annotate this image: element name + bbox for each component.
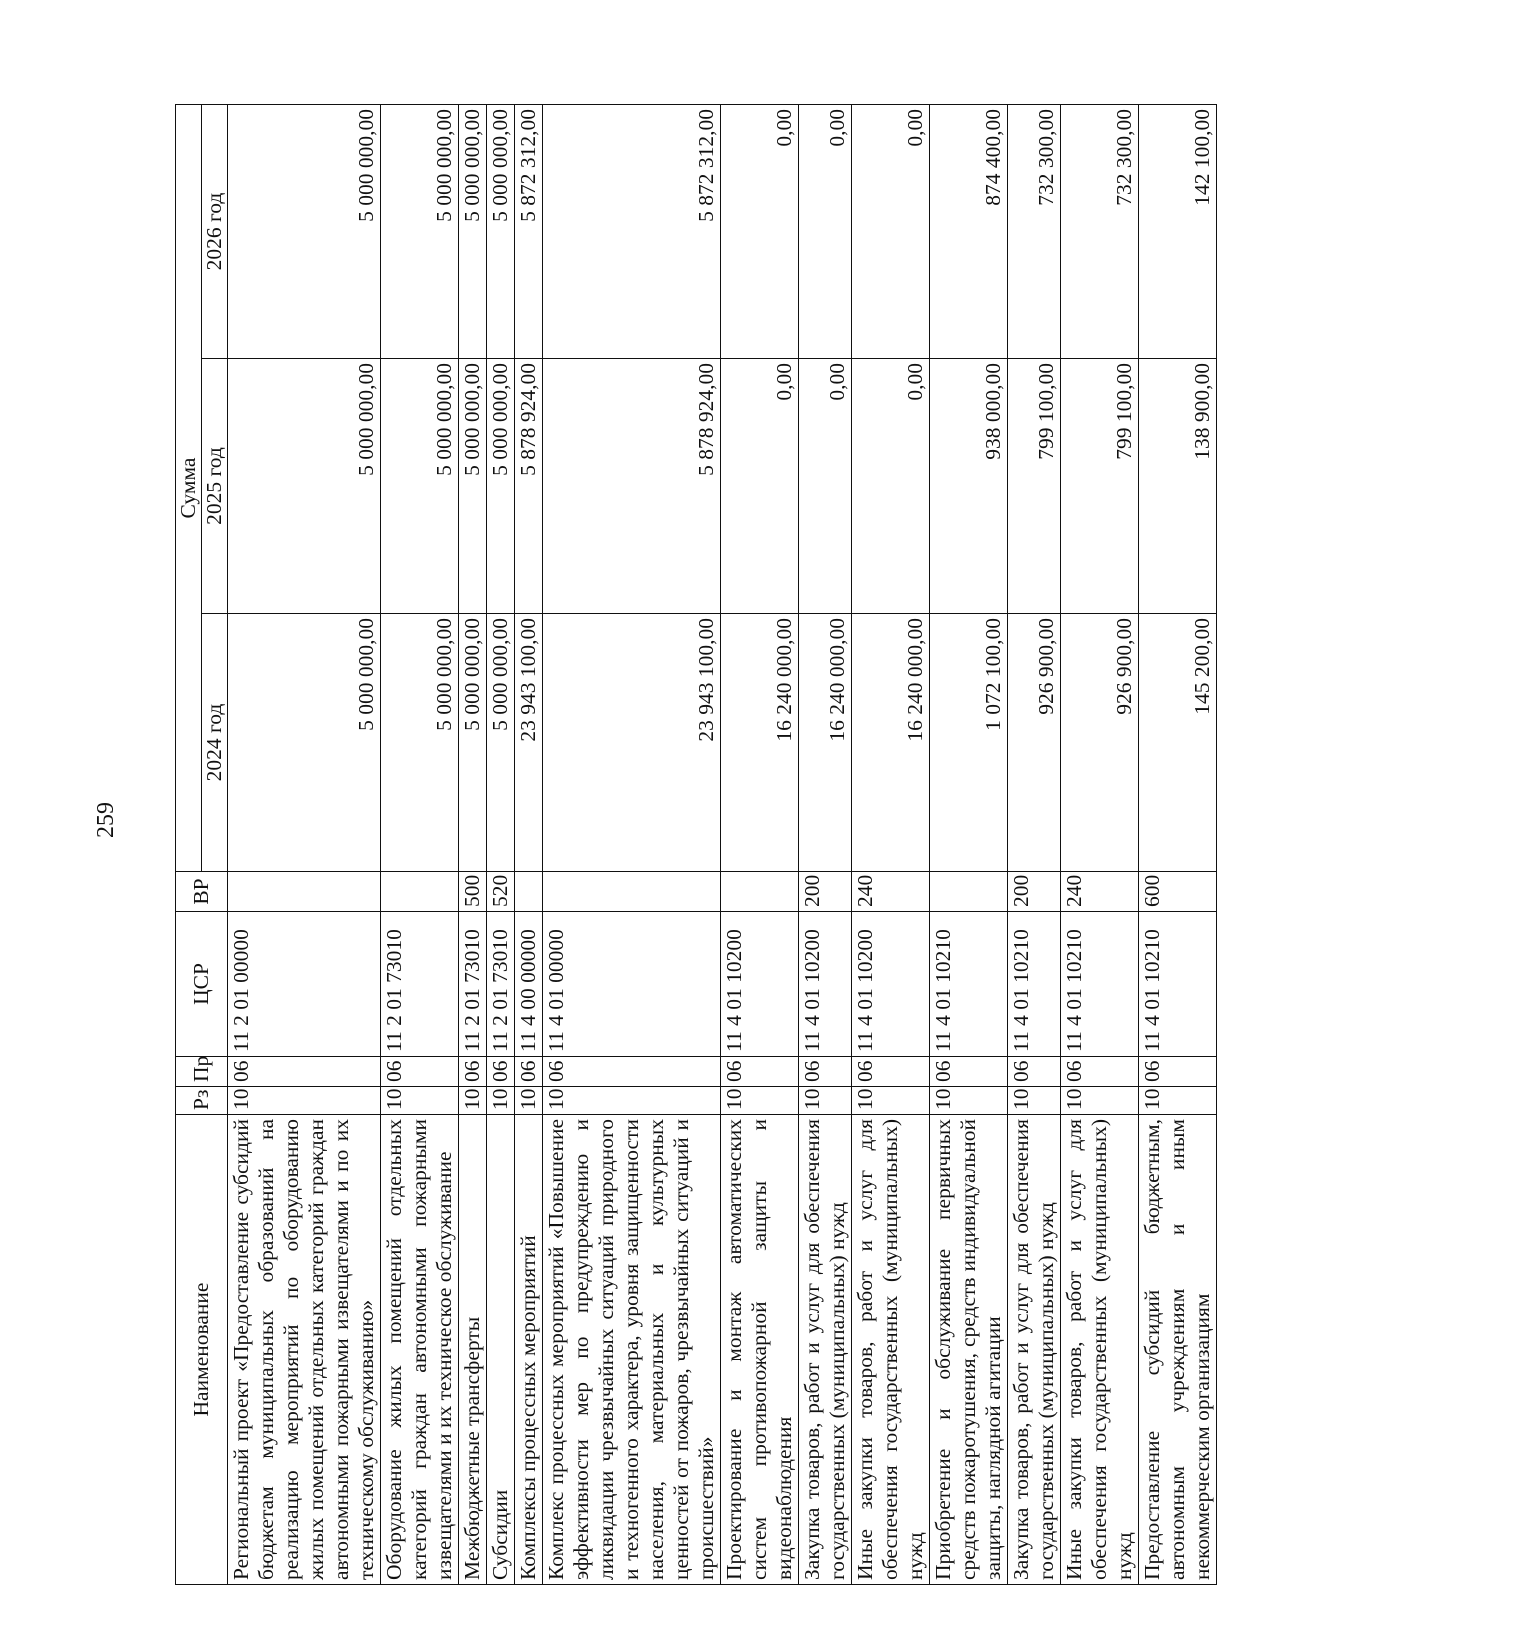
row-name: Проектирование и монтаж автоматических систем противопожарной защиты и видеонаблюдения [721, 1115, 799, 1585]
row-vr: 200 [1008, 872, 1061, 912]
row-rz: 10 [1061, 1087, 1139, 1115]
row-name: Иные закупки товаров, работ и услуг для обеспечения государственных (муниципальных) нужд [1061, 1115, 1139, 1585]
row-pr: 06 [487, 1057, 515, 1087]
row-pr: 06 [228, 1057, 381, 1087]
row-name: Закупка товаров, работ и услуг для обеспечения государственных (муниципальных) нужд [1008, 1115, 1061, 1585]
row-vr: 240 [1061, 872, 1139, 912]
row-2025: 799 100,00 [1061, 359, 1139, 614]
row-name: Оборудование жилых помещений отдельных категорий граждан автономными пожарными извещателями и их техническое обслуживание [381, 1115, 459, 1585]
row-rz: 10 [721, 1087, 799, 1115]
row-2026: 5 000 000,00 [381, 104, 459, 358]
row-csr: 11 2 01 73010 [487, 912, 515, 1057]
row-name: Приобретение и обслуживание первичных средств пожаротушения, средств индивидуальной защиты, наглядной агитации [930, 1115, 1008, 1585]
row-2024: 23 943 100,00 [543, 614, 721, 872]
row-2024: 16 240 000,00 [799, 614, 852, 872]
row-2024: 926 900,00 [1008, 614, 1061, 872]
row-2025: 0,00 [852, 359, 930, 614]
row-rz: 10 [459, 1087, 487, 1115]
row-vr [228, 872, 381, 912]
row-2026: 732 300,00 [1061, 104, 1139, 358]
row-name: Предоставление субсидий бюджетным, автономным учреждениям и иным некоммерческим организациям [1139, 1115, 1217, 1585]
table-row [930, 104, 1008, 1584]
row-2026: 5 000 000,00 [459, 104, 487, 358]
row-pr: 06 [515, 1057, 543, 1087]
row-name: Комплексы процессных мероприятий [515, 1115, 543, 1585]
row-rz: 10 [930, 1087, 1008, 1115]
row-pr: 06 [1061, 1057, 1139, 1087]
row-csr: 11 4 01 10200 [852, 912, 930, 1057]
row-vr: 520 [487, 872, 515, 912]
row-csr: 11 4 01 10210 [930, 912, 1008, 1057]
row-pr: 06 [930, 1057, 1008, 1087]
row-2025: 0,00 [721, 359, 799, 614]
header-2025: 2025 год [202, 359, 228, 614]
row-csr: 11 2 01 73010 [459, 912, 487, 1057]
row-2025: 799 100,00 [1008, 359, 1061, 614]
row-2024: 5 000 000,00 [459, 614, 487, 872]
row-pr: 06 [721, 1057, 799, 1087]
row-pr: 06 [1139, 1057, 1217, 1087]
row-2025: 5 000 000,00 [228, 359, 381, 614]
row-name: Межбюджетные трансферты [459, 1115, 487, 1585]
header-name: Наименование [176, 1115, 228, 1585]
table-row [381, 104, 459, 1584]
row-2026: 874 400,00 [930, 104, 1008, 358]
page-number: 259 [93, 802, 119, 838]
table-row [1008, 104, 1061, 1584]
row-2026: 5 872 312,00 [543, 104, 721, 358]
row-csr: 11 4 01 10200 [721, 912, 799, 1057]
header-2026: 2026 год [202, 104, 228, 358]
row-vr: 500 [459, 872, 487, 912]
row-name: Иные закупки товаров, работ и услуг для обеспечения государственных (муниципальных) нужд [852, 1115, 930, 1585]
header-sum: Сумма [176, 104, 202, 871]
table-row [1061, 104, 1139, 1584]
row-rz: 10 [1008, 1087, 1061, 1115]
row-2025: 938 000,00 [930, 359, 1008, 614]
row-2026: 5 000 000,00 [228, 104, 381, 358]
row-rz: 10 [515, 1087, 543, 1115]
table-row [799, 104, 852, 1584]
row-vr: 240 [852, 872, 930, 912]
row-csr: 11 4 00 00000 [515, 912, 543, 1057]
row-2025: 0,00 [799, 359, 852, 614]
row-2024: 1 072 100,00 [930, 614, 1008, 872]
row-vr: 200 [799, 872, 852, 912]
row-2025: 5 000 000,00 [487, 359, 515, 614]
row-2026: 0,00 [852, 104, 930, 358]
table-row [459, 104, 487, 1584]
row-2026: 0,00 [799, 104, 852, 358]
table-row [852, 104, 930, 1584]
row-vr: 600 [1139, 872, 1217, 912]
table-row [228, 104, 381, 1584]
row-vr [543, 872, 721, 912]
row-csr: 11 4 01 10210 [1061, 912, 1139, 1057]
row-name: Закупка товаров, работ и услуг для обеспечения государственных (муниципальных) нужд [799, 1115, 852, 1585]
row-pr: 06 [543, 1057, 721, 1087]
row-name: Комплекс процессных мероприятий «Повышение эффективности мер по предупреждению и ликвидации чрезвычайных ситуаций природного и техногенного характера, уровня защищенности населения, материальных и культурных ценностей от пожаров, чрезвычайных ситуаций и происшествий» [543, 1115, 721, 1585]
table-row [721, 104, 799, 1584]
table-row [515, 104, 543, 1584]
header-pr: Пр [176, 1057, 228, 1087]
table-row [1139, 104, 1217, 1584]
rotated-table-container [175, 105, 1515, 1585]
row-vr [515, 872, 543, 912]
row-csr: 11 2 01 73010 [381, 912, 459, 1057]
row-2024: 5 000 000,00 [487, 614, 515, 872]
row-2024: 5 000 000,00 [228, 614, 381, 872]
row-2024: 16 240 000,00 [852, 614, 930, 872]
row-rz: 10 [852, 1087, 930, 1115]
row-rz: 10 [228, 1087, 381, 1115]
budget-table [175, 104, 1217, 1585]
row-2026: 5 872 312,00 [515, 104, 543, 358]
row-pr: 06 [1008, 1057, 1061, 1087]
table-row [487, 104, 515, 1584]
row-csr: 11 4 01 10200 [799, 912, 852, 1057]
row-csr: 11 2 01 00000 [228, 912, 381, 1057]
header-vr: ВР [176, 872, 228, 912]
row-vr [930, 872, 1008, 912]
row-2025: 138 900,00 [1139, 359, 1217, 614]
row-csr: 11 4 01 00000 [543, 912, 721, 1057]
row-2024: 23 943 100,00 [515, 614, 543, 872]
row-rz: 10 [1139, 1087, 1217, 1115]
row-pr: 06 [459, 1057, 487, 1087]
row-2024: 926 900,00 [1061, 614, 1139, 872]
row-pr: 06 [852, 1057, 930, 1087]
row-rz: 10 [381, 1087, 459, 1115]
row-vr [381, 872, 459, 912]
header-csr: ЦСР [176, 912, 228, 1057]
row-2025: 5 878 924,00 [515, 359, 543, 614]
row-2024: 16 240 000,00 [721, 614, 799, 872]
row-2025: 5 878 924,00 [543, 359, 721, 614]
row-csr: 11 4 01 10210 [1008, 912, 1061, 1057]
row-rz: 10 [799, 1087, 852, 1115]
row-csr: 11 4 01 10210 [1139, 912, 1217, 1057]
row-2025: 5 000 000,00 [459, 359, 487, 614]
table-row [543, 104, 721, 1584]
header-rz: Рз [176, 1087, 228, 1115]
header-2024: 2024 год [202, 614, 228, 872]
row-2026: 0,00 [721, 104, 799, 358]
row-2025: 5 000 000,00 [381, 359, 459, 614]
row-name: Региональный проект «Предоставление субсидий бюджетам муниципальных образований на реализацию мероприятий по оборудованию жилых помещений отдельных категорий граждан автономными пожарными извещателями и по их техническому обслуживанию» [228, 1115, 381, 1585]
row-rz: 10 [487, 1087, 515, 1115]
row-pr: 06 [799, 1057, 852, 1087]
row-2026: 732 300,00 [1008, 104, 1061, 358]
row-rz: 10 [543, 1087, 721, 1115]
row-vr [721, 872, 799, 912]
row-2024: 5 000 000,00 [381, 614, 459, 872]
row-name: Субсидии [487, 1115, 515, 1585]
row-2026: 142 100,00 [1139, 104, 1217, 358]
row-pr: 06 [381, 1057, 459, 1087]
row-2024: 145 200,00 [1139, 614, 1217, 872]
row-2026: 5 000 000,00 [487, 104, 515, 358]
